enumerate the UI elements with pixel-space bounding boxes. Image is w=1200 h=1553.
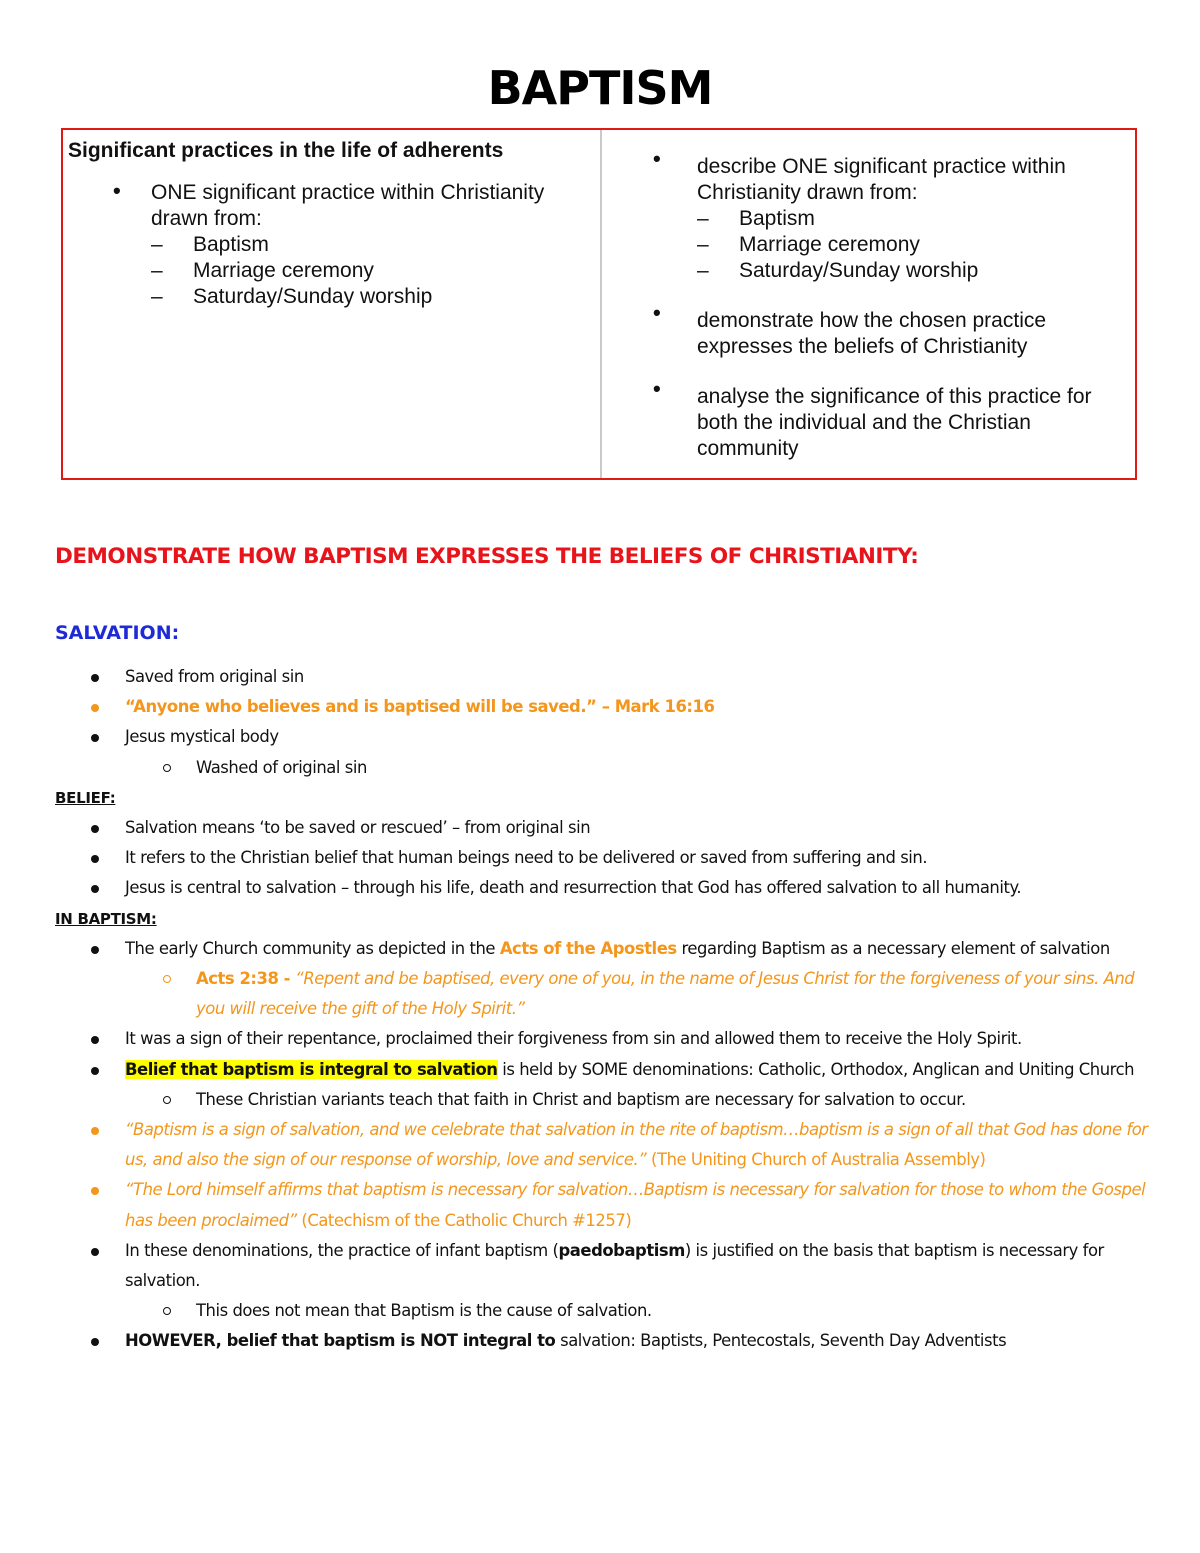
list-item: HOWEVER, belief that baptism is NOT integral to salvation: Baptists, Pentecostals, Seventh Day Adventists [55,1326,1155,1356]
list-item: Jesus is central to salvation – through his life, death and resurrection that God has offered salvation to all humanity. [55,873,1155,903]
syllabus-bullet-text: ONE significant practice within Christianity drawn from: [151,181,545,230]
syllabus-sub-item: – Saturday/Sunday worship [151,285,433,308]
dash-icon: – [697,259,709,282]
syllabus-box [61,128,1137,480]
page-title: BAPTISM [487,61,713,115]
list-item: Jesus mystical body [55,722,1155,752]
list-item: The early Church community as depicted in the Acts of the Apostles regarding Baptism as a necessary element of salvation [55,934,1155,964]
sub-list-item: These Christian variants teach that faith in Christ and baptism are necessary for salvation to occur. [55,1085,1155,1115]
bullet-icon: • [653,300,661,325]
box-divider [600,130,602,478]
list-item: Saved from original sin [55,662,1155,692]
highlighted-text: Belief that baptism is integral to salvation [125,1059,498,1079]
list-item: Salvation means ‘to be saved or rescued’ – from original sin [55,813,1155,843]
syllabus-bullet [653,146,1119,284]
syllabus-bullet [653,300,1119,360]
sub-list-item: Acts 2:38 - “Repent and be baptised, every one of you, in the name of Jesus Christ for the forgiveness of your sins. And you will receive the gift of the Holy Spirit.” [55,964,1155,1024]
acts-link-text: Acts of the Apostles [499,938,677,958]
bullet-icon: • [113,178,121,203]
in-baptism-label: IN BAPTISM: [55,909,157,928]
syllabus-sub-item: – Saturday/Sunday worship [697,259,979,282]
dash-icon: – [697,207,709,230]
list-item: “Baptism is a sign of salvation, and we celebrate that salvation in the rite of baptism…baptism is a sign of all that God has done for us, and also the sign of our response of worship, love and service.” (The Uniting Church of Australia Assembly) [55,1115,1155,1175]
list-item: “Anyone who believes and is baptised will be saved.” – Mark 16:16 [55,692,1155,722]
sub-list-item: This does not mean that Baptism is the cause of salvation. [55,1296,1155,1326]
syllabus-sub-item: – Baptism [697,207,815,230]
list-item: It was a sign of their repentance, proclaimed their forgiveness from sin and allowed them to receive the Holy Spirit. [55,1024,1155,1054]
dash-icon: – [151,233,163,256]
dash-icon: – [697,233,709,256]
belief-label: BELIEF: [55,788,116,807]
syllabus-sub-item: – Marriage ceremony [151,259,374,282]
salvation-heading: SALVATION: [55,622,180,644]
section-heading: DEMONSTRATE HOW BAPTISM EXPRESSES THE BELIEFS OF CHRISTIANITY: [55,544,919,569]
dash-icon: – [151,259,163,282]
syllabus-bullet-text: demonstrate how the chosen practice expresses the beliefs of Christianity [697,309,1047,358]
syllabus-bullet [113,178,593,310]
syllabus-bullet [653,376,1119,462]
dash-icon: – [151,285,163,308]
syllabus-sub-item: – Baptism [151,233,269,256]
syllabus-heading: Significant practices in the life of adherents [68,139,504,162]
syllabus-sub-item: – Marriage ceremony [697,233,920,256]
syllabus-right-column [649,146,1119,462]
sub-list-item: Washed of original sin [55,753,1155,783]
list-item: In these denominations, the practice of infant baptism (paedobaptism) is justified on the basis that baptism is necessary for salvation. [55,1236,1155,1296]
syllabus-bullet-text: describe ONE significant practice within Christianity drawn from: [697,155,1066,204]
syllabus-left-column [68,138,593,310]
notes-content [55,662,1155,1357]
list-item: “The Lord himself affirms that baptism is necessary for salvation…Baptism is necessary for salvation for those to whom the Gospel has been proclaimed” (Catechism of the Catholic Church #1257) [55,1175,1155,1235]
syllabus-bullet-text: analyse the significance of this practice for both the individual and the Christian community [697,385,1092,460]
list-item: It refers to the Christian belief that human beings need to be delivered or saved from suffering and sin. [55,843,1155,873]
bullet-icon: • [653,146,661,171]
list-item: Belief that baptism is integral to salvation is held by SOME denominations: Catholic, Orthodox, Anglican and Uniting Church [55,1055,1155,1085]
bullet-icon: • [653,376,661,401]
